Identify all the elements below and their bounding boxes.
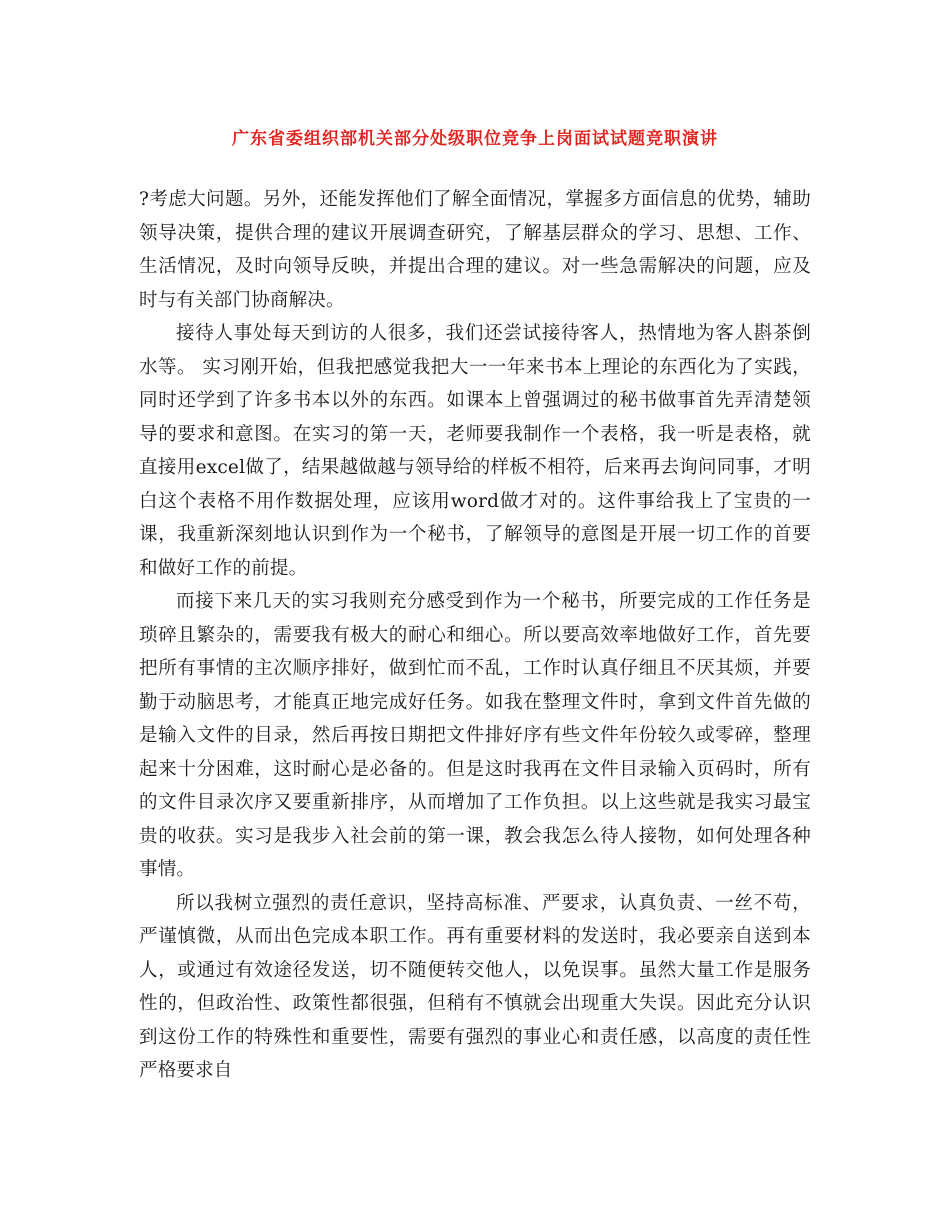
paragraph: 接待人事处每天到访的人很多，我们还尝试接待客人，热情地为客人斟茶倒水等。 实习刚开始，但我把感觉我把大一一年来书本上理论的东西化为了实践，同时还学到了许多书本以外的东西。如课本上曾强调过的秘书做事首先弄清楚领导的要求和意图。在实习的第一天，老师要我制作一个表格，我一听是表格，就直接用excel做了，结果越做越与领导给的样板不相符，后来再去询问同事，才明白这个表格不用作数据处理，应该用word做才对的。这件事给我上了宝贵的一课，我重新深刻地认识到作为一个秘书，了解领导的意图是开展一切工作的首要和做好工作的前提。 bbox=[139, 323, 811, 579]
paragraph-continuation: ?考虑大问题。另外，还能发挥他们了解全面情况，掌握多方面信息的优势，辅助领导决策，提供合理的建议开展调查研究，了解基层群众的学习、思想、工作、生活情况，及时向领导反映，并提出合理的建议。对一些急需解决的问题，应及时与有关部门协商解决。 bbox=[139, 189, 811, 311]
paragraph: 而接下来几天的实习我则充分感受到作为一个秘书，所要完成的工作任务是琐碎且繁杂的，需要我有极大的耐心和细心。所以要高效率地做好工作，首先要把所有事情的主次顺序排好，做到忙而不乱，工作时认真仔细且不厌其烦，并要勤于动脑思考，才能真正地完成好任务。如我在整理文件时，拿到文件首先做的是输入文件的目录，然后再按日期把文件排好序有些文件年份较久或零碎，整理起来十分困难，这时耐心是必备的。但是这时我再在文件目录输入页码时，所有的文件目录次序又要重新排序，从而增加了工作负担。以上这些就是我实习最宝贵的收获。实习是我步入社会前的第一课，教会我怎么待人接物，如何处理各种事情。 bbox=[139, 591, 811, 880]
paragraph: 所以我树立强烈的责任意识，坚持高标准、严要求，认真负责、一丝不苟，严谨慎微，从而出色完成本职工作。再有重要材料的发送时，我必要亲自送到本人，或通过有效途径发送，切不随便转交他人，以免误事。虽然大量工作是服务性的，但政治性、政策性都很强，但稍有不慎就会出现重大失误。因此充分认识到这份工作的特殊性和重要性，需要有强烈的事业心和责任感，以高度的责任性严格要求自 bbox=[139, 892, 811, 1081]
document-title: 广东省委组织部机关部分处级职位竞争上岗面试试题竞职演讲 bbox=[232, 129, 718, 149]
document-body bbox=[139, 183, 811, 1088]
